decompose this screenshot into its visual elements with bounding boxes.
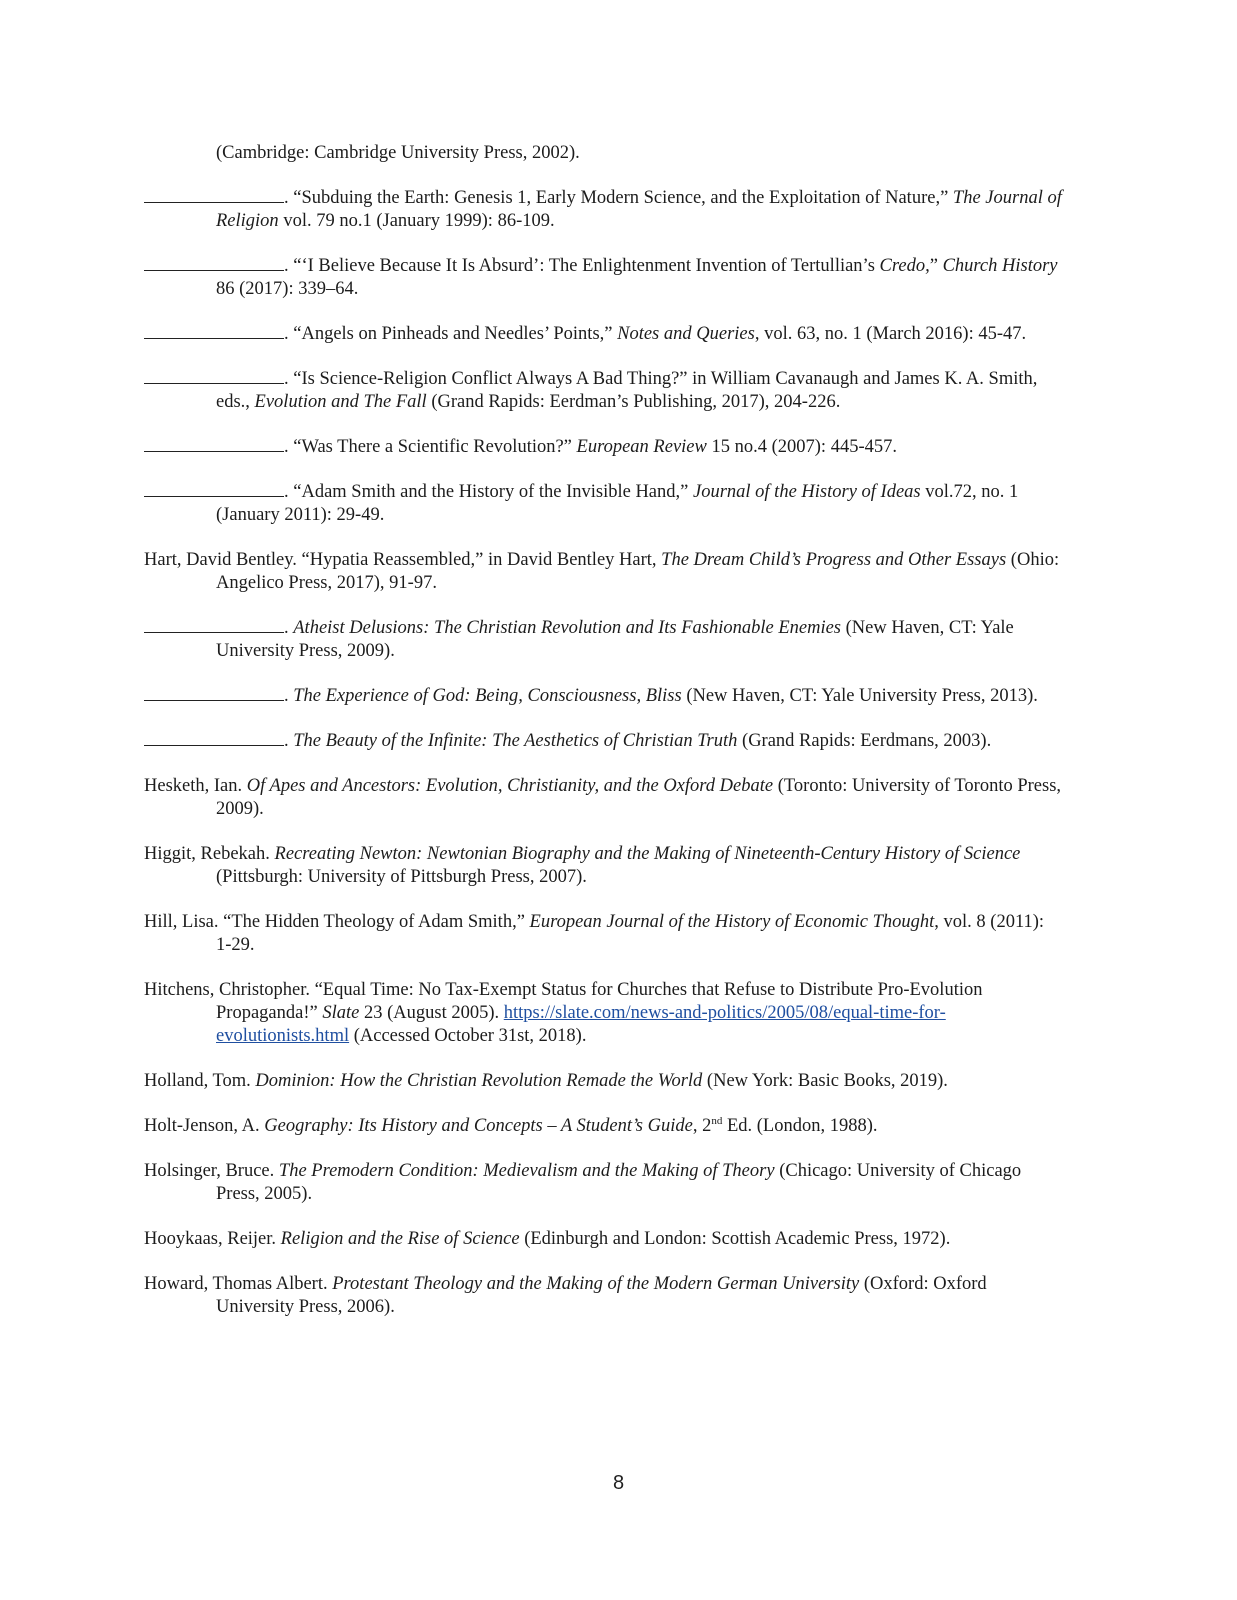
bib-entry: . “Adam Smith and the History of the Invisible Hand,” Journal of the History of Ideas vol.72, no. 1 (January 2011): 29-49. [144, 481, 1064, 527]
repeat-author-line [144, 369, 284, 384]
bib-entry: Hooykaas, Reijer. Religion and the Rise of Science (Edinburgh and London: Scottish Academic Press, 1972). [144, 1229, 951, 1249]
repeat-author-line [144, 686, 284, 701]
bib-entry: Holland, Tom. Dominion: How the Christian Revolution Remade the World (New York: Basic Books, 2019). [144, 1071, 948, 1091]
bib-entry: . Atheist Delusions: The Christian Revolution and Its Fashionable Enemies (New Haven, CT: Yale University Press, 2009). [144, 617, 1064, 663]
repeat-author-line [144, 437, 284, 452]
repeat-author-line [144, 618, 284, 633]
bib-entry: Hill, Lisa. “The Hidden Theology of Adam Smith,” European Journal of the History of Economic Thought, vol. 8 (2011): 1-29. [144, 912, 1045, 955]
bib-entry: Hesketh, Ian. Of Apes and Ancestors: Evolution, Christianity, and the Oxford Debate (Toronto: University of Toronto Press, 2009). [144, 776, 1062, 819]
bib-entry: . “Was There a Scientific Revolution?” European Review 15 no.4 (2007): 445-457. [144, 436, 1064, 459]
bib-entry: Howard, Thomas Albert. Protestant Theology and the Making of the Modern German University (Oxford: Oxford University Press, 2006). [144, 1274, 987, 1317]
page-number: 8 [612, 1472, 625, 1494]
bib-entry: Hart, David Bentley. “Hypatia Reassembled,” in David Bentley Hart, The Dream Child’s Progress and Other Essays (Ohio: Angelico Press, 2017), 91-97. [144, 550, 1060, 593]
bib-entry: (Cambridge: Cambridge University Press, 2002). [216, 143, 580, 163]
bib-entry: . “Angels on Pinheads and Needles’ Points,” Notes and Queries, vol. 63, no. 1 (March 2016): 45-47. [144, 323, 1064, 346]
slate-article-link[interactable]: https://slate.com/news-and-politics/2005/08/equal-time-for-evolutionists.html [216, 1003, 946, 1046]
bib-entry: . “Is Science-Religion Conflict Always A Bad Thing?” in William Cavanaugh and James K. A. Smith, eds., Evolution and The Fall (Grand Rapids: Eerdman’s Publishing, 2017), 204-226. [144, 368, 1064, 414]
repeat-author-line [144, 731, 284, 746]
bib-entry: Higgit, Rebekah. Recreating Newton: Newtonian Biography and the Making of Nineteenth-Century History of Science (Pittsburgh: University of Pittsburgh Press, 2007). [144, 844, 1021, 887]
repeat-author-line [144, 324, 284, 339]
bib-entry: . The Experience of God: Being, Consciousness, Bliss (New Haven, CT: Yale University Press, 2013). [144, 685, 1064, 708]
bib-entry: . The Beauty of the Infinite: The Aesthetics of Christian Truth (Grand Rapids: Eerdmans, 2003). [144, 730, 1064, 753]
repeat-author-line [144, 256, 284, 271]
bib-entry: Holt-Jenson, A. Geography: Its History and Concepts – A Student’s Guide, 2nd Ed. (London, 1988). [144, 1114, 878, 1136]
repeat-author-line [144, 482, 284, 497]
bib-entry: . “‘I Believe Because It Is Absurd’: The Enlightenment Invention of Tertullian’s Credo,” Church History 86 (2017): 339–64. [144, 255, 1064, 301]
repeat-author-line [144, 188, 284, 203]
bib-entry: Hitchens, Christopher. “Equal Time: No Tax-Exempt Status for Churches that Refuse to Distribute Pro-Evolution Propaganda!” Slate 23 (August 2005). https://slate.com/news-and-politics/2005/08/equal-time-for-evolutionists.html (Accessed October 31st, 2018). [144, 980, 983, 1046]
bib-entry: Holsinger, Bruce. The Premodern Condition: Medievalism and the Making of Theory (Chicago: University of Chicago Press, 2005). [144, 1161, 1022, 1204]
bibliography-page [144, 142, 1064, 1341]
bib-entry: . “Subduing the Earth: Genesis 1, Early Modern Science, and the Exploitation of Nature,” The Journal of Religion vol. 79 no.1 (January 1999): 86-109. [144, 187, 1064, 233]
